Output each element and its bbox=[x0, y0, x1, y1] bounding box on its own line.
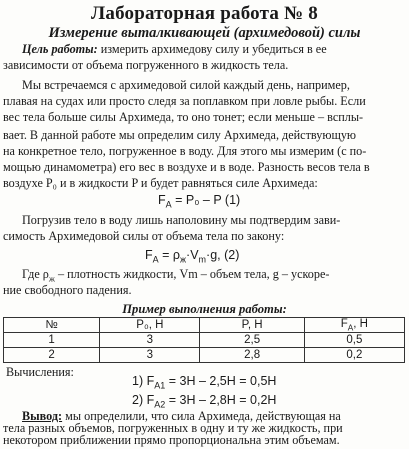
table-cell: 0,2 bbox=[304, 348, 404, 363]
col-header: № bbox=[4, 318, 100, 333]
goal-text-2: зависимости от объема погруженного в жидкость тела. bbox=[3, 58, 289, 72]
table-cell: 2 bbox=[4, 348, 100, 363]
para3-line-2: ние свободного падения. bbox=[3, 283, 132, 297]
table-row bbox=[4, 333, 405, 348]
col-header: $F_A$, Н bbox=[304, 318, 404, 333]
para3-line-1: Где $\rho_ж$ – плотность жидкости, Vm – объем тела, g – ускоре- bbox=[22, 267, 330, 284]
para1-line-7: воздухе P₀ и в жидкости P и будет равняться силе Архимеда: bbox=[3, 176, 318, 190]
goal-text-1: измерить архимедову силу и убедиться в ее bbox=[97, 42, 327, 56]
para1-line-5: на конкретное тело, погруженное в воду. Для этого мы измерим (с по- bbox=[3, 144, 367, 158]
conclusion-line-3: некотором приближении прямо пропорциональна этим объемам. bbox=[3, 433, 340, 447]
para2-line-2: симость Архимедовой силы от объема тела по закону: bbox=[3, 229, 285, 243]
col-header: P, Н bbox=[200, 318, 304, 333]
table-cell: 3 bbox=[100, 348, 200, 363]
col-header: P₀, Н bbox=[100, 318, 200, 333]
calc-line-2: 2) $F_{A2} = 3Н - 2,8Н = 0,2Н$ bbox=[132, 393, 277, 410]
table-row bbox=[4, 348, 405, 363]
calc-label: Вычисления: bbox=[6, 365, 74, 379]
para1-line-1: Мы встречаемся с архимедовой силой каждый день, например, bbox=[22, 78, 350, 92]
goal-line-1 bbox=[22, 41, 327, 58]
table-cell: 1 bbox=[4, 333, 100, 348]
table-cell: 2,8 bbox=[200, 348, 304, 363]
conclusion-text-1: мы определили, что сила Архимеда, действующая на bbox=[62, 409, 341, 423]
formula-2: $F_A = \rho_ж\cdot V_m\cdot g$, (2) bbox=[145, 248, 240, 265]
table-cell: 0,5 bbox=[304, 333, 404, 348]
results-table bbox=[3, 317, 405, 363]
conclusion-line-2: тела разных объемов, погруженных в одну и ту же жидкость, при bbox=[3, 421, 343, 435]
page-title: Лабораторная работа № 8 bbox=[91, 3, 318, 24]
conclusion-label: Вывод: bbox=[22, 409, 63, 423]
table-cell: 2,5 bbox=[200, 333, 304, 348]
para1-line-4: вает. В данной работе мы определим силу Архимеда, действующую bbox=[3, 128, 357, 142]
page-subtitle: Измерение выталкивающей (архимедовой) силы bbox=[48, 25, 361, 41]
para1-line-3: вес тела больше силы Архимеда, то оно тонет; если меньше – всплы- bbox=[3, 110, 364, 124]
table-header-row bbox=[4, 318, 405, 333]
table-cell: 3 bbox=[100, 333, 200, 348]
para1-line-2: плавая на судах или просто следя за поплавком при ловле рыбы. Если bbox=[3, 94, 366, 108]
formula-1: $F_A = P_0 - P$ (1) bbox=[158, 193, 241, 210]
calc-line-1: 1) $F_{A1} = 3Н - 2,5Н = 0,5Н$ bbox=[132, 374, 277, 391]
para1-line-6: мощью динамометра) его вес в воздухе и в воде. Разность весов тела в bbox=[3, 160, 370, 174]
example-heading: Пример выполнения работы: bbox=[122, 302, 287, 316]
para2-line-1: Погрузив тело в воду лишь наполовину мы подтвердим зави- bbox=[22, 213, 341, 227]
goal-label: Цель работы: bbox=[22, 42, 98, 56]
